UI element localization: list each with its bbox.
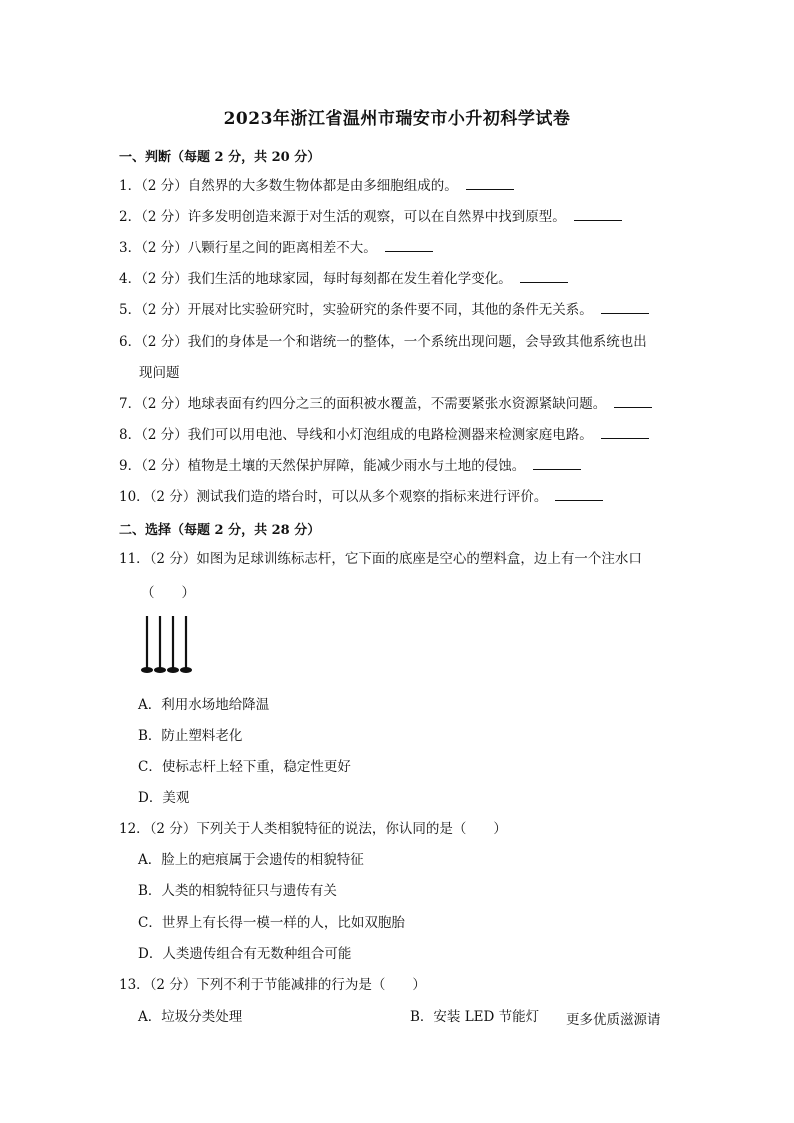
q12-option-a[interactable]: A．脸上的疤痕属于会遗传的相貌特征	[138, 852, 364, 868]
answer-blank[interactable]	[574, 208, 622, 221]
question-number: 10．	[119, 489, 150, 505]
answer-blank[interactable]	[614, 395, 652, 408]
q13-option-b[interactable]: B．安装 LED 节能灯	[410, 1009, 540, 1025]
question-7	[119, 395, 652, 413]
question-score: （2 分）	[141, 178, 188, 194]
question-text: 如图为足球训练标志杆，它下面的底座是空心的塑料盒，边上有一个注水口	[196, 551, 642, 567]
question-4	[119, 270, 568, 288]
question-score: （2 分）	[141, 240, 188, 256]
question-3	[119, 239, 433, 257]
question-text: 下列不利于节能减排的行为是（ ）	[196, 977, 426, 993]
question-number: 12．	[119, 821, 150, 837]
question-6	[119, 333, 647, 351]
section-heading-choice: 二、选择（每题 2 分，共 28 分）	[119, 523, 321, 538]
question-text: 开展对比实验研究时，实验研究的条件要不同，其他的条件无关系。	[187, 302, 593, 318]
question-text: 我们可以用电池、导线和小灯泡组成的电路检测器来检测家庭电路。	[187, 427, 593, 443]
question-score: （2 分）	[141, 427, 188, 443]
question-11	[119, 550, 642, 568]
q11-option-a[interactable]: A．利用水场地给降温	[138, 697, 270, 713]
marker-poles-figure	[138, 612, 198, 678]
question-1	[119, 177, 514, 195]
pole-2-base	[154, 667, 166, 673]
question-score: （2 分）	[141, 209, 188, 225]
answer-blank[interactable]	[601, 426, 649, 439]
page-title: 2023年浙江省温州市瑞安市小升初科学试卷	[223, 109, 571, 129]
q11-option-c[interactable]: C．使标志杆上轻下重，稳定性更好	[138, 759, 351, 775]
answer-blank[interactable]	[520, 270, 568, 283]
question-text: 我们的身体是一个和谐统一的整体，一个系统出现问题，会导致其他系统也出	[187, 334, 647, 350]
answer-blank[interactable]	[466, 177, 514, 190]
question-number: 2．	[119, 209, 142, 225]
question-number: 4．	[119, 271, 142, 287]
question-5	[119, 301, 649, 319]
question-number: 6．	[119, 334, 142, 350]
question-text: 自然界的大多数生物体都是由多细胞组成的。	[187, 178, 458, 194]
question-text: 我们生活的地球家园，每时每刻都在发生着化学变化。	[187, 271, 512, 287]
question-number: 8．	[119, 427, 142, 443]
answer-blank[interactable]	[385, 239, 433, 252]
pole-3-base	[167, 667, 179, 673]
q11-option-b[interactable]: B．防止塑料老化	[138, 728, 243, 744]
question-2	[119, 208, 622, 226]
q12-option-d[interactable]: D．人类遗传组合有无数种组合可能	[138, 946, 352, 962]
question-number: 3．	[119, 240, 142, 256]
answer-blank[interactable]	[555, 488, 603, 501]
question-score: （2 分）	[149, 489, 197, 505]
question-score: （2 分）	[141, 458, 188, 474]
q11-option-d[interactable]: D．美观	[138, 790, 190, 806]
q13-option-a[interactable]: A．垃圾分类处理	[138, 1009, 243, 1025]
question-text: 下列关于人类相貌特征的说法，你认同的是（ ）	[196, 821, 507, 837]
question-text: 许多发明创造来源于对生活的观察，可以在自然界中找到原型。	[187, 209, 566, 225]
answer-blank[interactable]	[533, 457, 581, 470]
answer-parentheses: （ ）	[141, 585, 195, 601]
question-number: 9．	[119, 458, 142, 474]
question-number: 13．	[119, 977, 150, 993]
watermark-note: 更多优质滋源请	[566, 1012, 661, 1028]
question-score: （2 分）	[149, 821, 197, 837]
question-score: （2 分）	[141, 396, 188, 412]
q12-option-b[interactable]: B．人类的相貌特征只与遗传有关	[138, 883, 337, 899]
question-number: 5．	[119, 302, 142, 318]
question-number: 7．	[119, 396, 142, 412]
answer-blank[interactable]	[601, 301, 649, 314]
question-text: 测试我们造的塔台时，可以从多个观察的指标来进行评价。	[196, 489, 548, 505]
question-score: （2 分）	[149, 551, 197, 567]
question-text: 植物是土壤的天然保护屏障，能减少雨水与土地的侵蚀。	[187, 458, 526, 474]
question-text: 地球表面有约四分之三的面积被水覆盖，不需要紧张水资源紧缺问题。	[187, 396, 607, 412]
q12-option-c[interactable]: C．世界上有长得一模一样的人，比如双胞胎	[138, 915, 405, 931]
question-score: （2 分）	[141, 271, 188, 287]
pole-4-base	[180, 667, 192, 673]
question-12	[119, 820, 507, 838]
question-number: 11．	[119, 551, 150, 567]
question-8	[119, 426, 649, 444]
section-heading-judge: 一、判断（每题 2 分，共 20 分）	[119, 150, 321, 165]
pole-1-base	[141, 667, 153, 673]
question-score: （2 分）	[149, 977, 197, 993]
question-6-continuation	[139, 364, 180, 382]
question-text: 现问题	[139, 365, 180, 381]
question-13	[119, 976, 426, 994]
question-text: 八颗行星之间的距离相差不大。	[187, 240, 377, 256]
question-number: 1．	[119, 178, 142, 194]
question-9	[119, 457, 581, 475]
question-score: （2 分）	[141, 302, 188, 318]
question-score: （2 分）	[141, 334, 188, 350]
question-10	[119, 488, 603, 506]
